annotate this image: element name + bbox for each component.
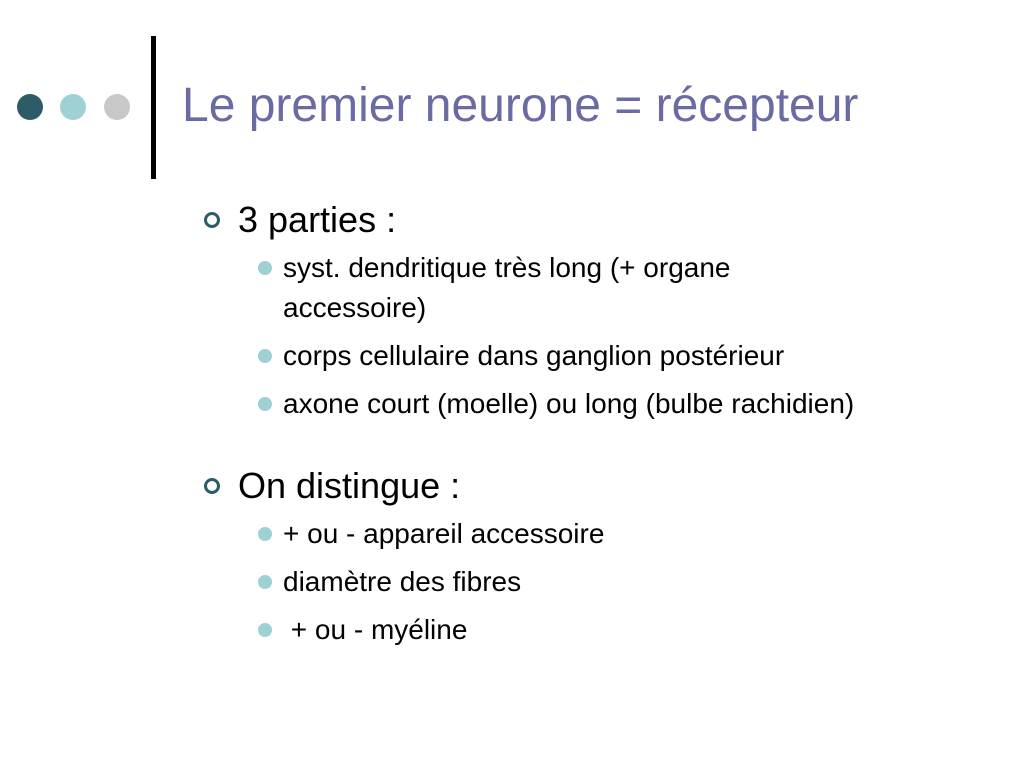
bullet-dot-icon <box>258 623 272 637</box>
section-parties <box>202 198 982 424</box>
title-divider <box>151 36 156 179</box>
bullet-dot-icon <box>258 397 272 411</box>
decorative-dot-dark <box>17 94 43 120</box>
list-item: + ou - myéline <box>238 610 982 650</box>
sub-list <box>238 248 982 424</box>
section-heading: On distingue : <box>238 465 461 506</box>
slide-title: Le premier neurone = récepteur <box>182 79 859 132</box>
list-item: + ou - appareil accessoire <box>238 514 982 554</box>
bullet-dot-icon <box>258 349 272 363</box>
decorative-dot-gray <box>104 94 130 120</box>
bullet-dot-icon <box>258 527 272 541</box>
bullet-dot-icon <box>258 261 272 275</box>
list-item: syst. dendritique très long (+ organe accessoire) <box>238 248 982 328</box>
slide-content <box>202 198 982 650</box>
list-item: corps cellulaire dans ganglion postérieur <box>238 336 982 376</box>
list-item: axone court (moelle) ou long (bulbe rachidien) <box>238 384 982 424</box>
section-heading: 3 parties : <box>238 199 397 240</box>
decorative-dot-teal <box>60 94 86 120</box>
ring-bullet-icon <box>204 212 220 228</box>
list-item: diamètre des fibres <box>238 562 982 602</box>
section-distingue <box>202 464 982 650</box>
bullet-dot-icon <box>258 575 272 589</box>
ring-bullet-icon <box>204 478 220 494</box>
sub-list <box>238 514 982 650</box>
